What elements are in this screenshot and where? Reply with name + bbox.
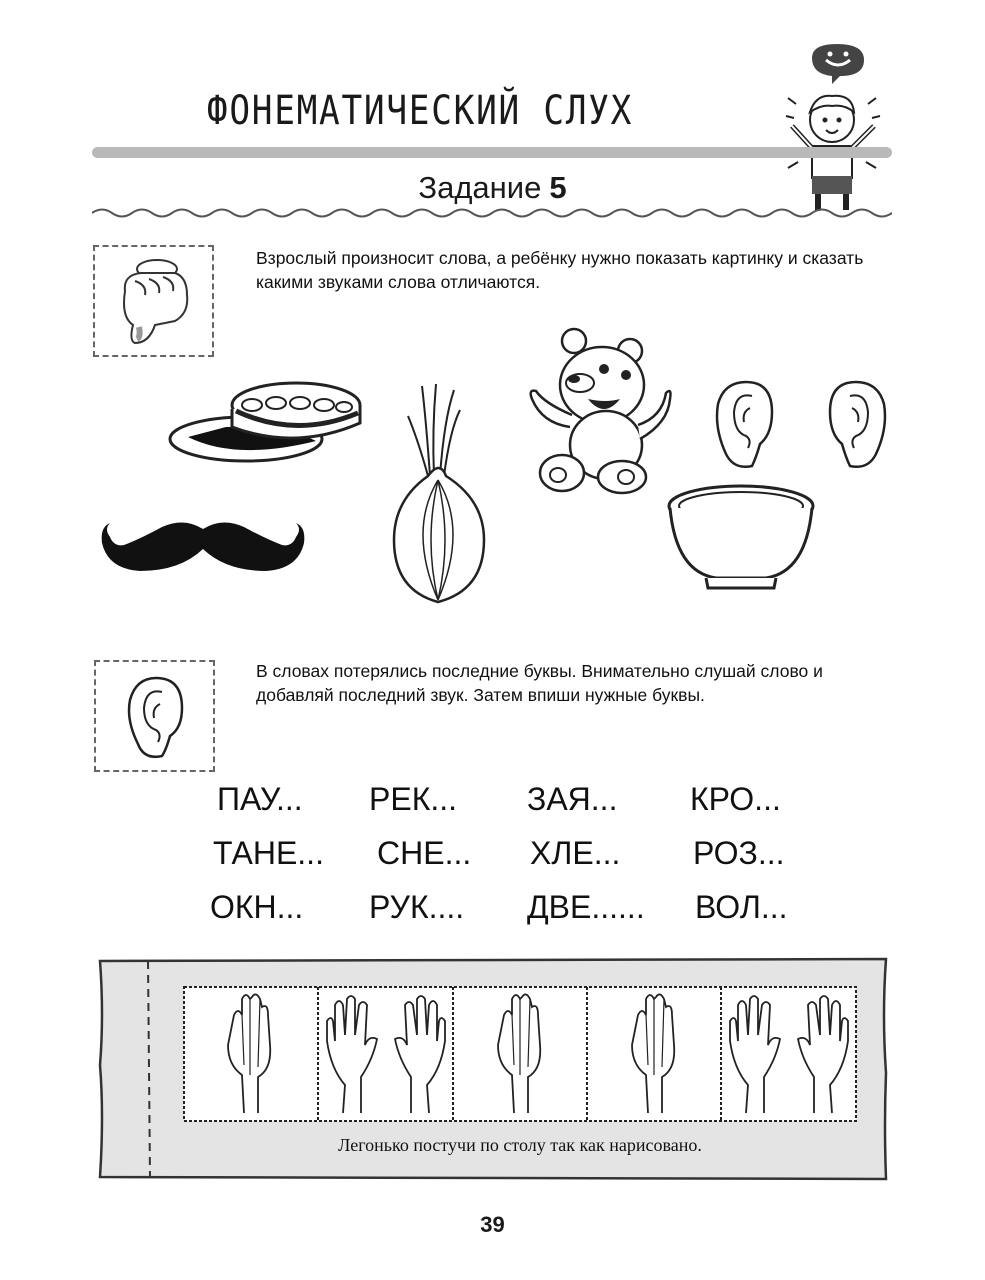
- exercise1-icon-box: [93, 245, 214, 357]
- palms-apart-icon: [319, 985, 453, 1123]
- ear-icon: [96, 662, 213, 770]
- task-number: 5: [549, 170, 567, 205]
- onion-icon: [388, 380, 488, 606]
- palms-apart-icon: [722, 985, 856, 1123]
- palms-together-icon: [454, 985, 588, 1123]
- word-item: ХЛЕ...: [530, 835, 621, 871]
- word-item: ЗАЯ...: [527, 781, 618, 817]
- page-title: ФОНЕМАТИЧЕСКИЙ СЛУХ: [206, 88, 634, 134]
- mustache-icon: [100, 515, 306, 579]
- word-item: КРО...: [690, 781, 781, 817]
- exercise1-instruction: Взрослый произносит слова, а ребёнку нужно показать картинку и сказать какими звуками слова отличаются.: [256, 248, 864, 292]
- word-item: ДВЕ......: [527, 889, 645, 925]
- wavy-divider: [92, 206, 892, 220]
- exercise2-icon-box: [94, 660, 215, 772]
- task-heading: [0, 170, 985, 206]
- rhythm-frames: [182, 985, 858, 1123]
- word-item: ОКН...: [210, 889, 304, 925]
- rhythm-caption: Легонько постучи по столу так как нарисовано.: [338, 1135, 702, 1155]
- teddy-bear-icon: [522, 327, 674, 495]
- right-ear-icon: [826, 378, 890, 470]
- left-ear-icon: [712, 378, 776, 470]
- task-word: Задание: [418, 170, 542, 205]
- word-item: ПАУ...: [217, 781, 303, 817]
- word-item: ТАНЕ...: [213, 835, 324, 871]
- palms-together-icon: [184, 985, 318, 1123]
- word-item: СНЕ...: [377, 835, 472, 871]
- word-item: РУК....: [369, 889, 465, 925]
- exercise2-instruction: В словах потерялись последние буквы. Внимательно слушай слово и добавляй последний звук. Затем впиши нужные буквы.: [256, 661, 823, 705]
- page-number: 39: [480, 1212, 505, 1237]
- pointing-hand-icon: [95, 247, 212, 355]
- palms-together-icon: [588, 985, 722, 1123]
- bowl-icon: [666, 482, 816, 592]
- mushroom-slice-icon: [166, 375, 366, 467]
- word-item: ВОЛ...: [695, 889, 788, 925]
- word-item: РОЗ...: [693, 835, 785, 871]
- title-underline: [92, 147, 892, 158]
- word-item: РЕК...: [369, 781, 457, 817]
